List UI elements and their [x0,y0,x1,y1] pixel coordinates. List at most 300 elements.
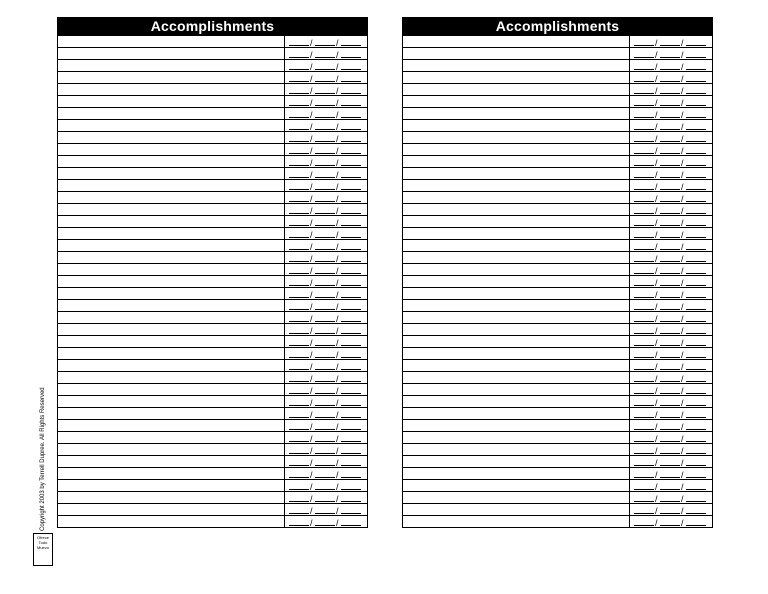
date-field[interactable] [630,276,712,287]
accomplishment-row [403,395,712,407]
date-field[interactable] [285,336,367,347]
date-blank [660,285,680,286]
accomplishment-row [403,179,712,191]
date-field[interactable] [630,360,712,371]
accomplishment-row [403,407,712,419]
date-field[interactable] [285,252,367,263]
accomplishment-line[interactable] [403,300,630,311]
date-field[interactable] [285,60,367,71]
date-separator: / [681,338,684,348]
accomplishment-line[interactable] [403,48,630,59]
date-separator: / [336,254,339,264]
date-field[interactable] [630,312,712,323]
accomplishment-row [403,119,712,131]
date-blank [315,513,335,514]
date-field[interactable] [630,456,712,467]
date-field[interactable] [630,324,712,335]
accomplishment-line[interactable] [403,192,630,203]
date-blank [686,489,706,490]
date-field[interactable] [285,444,367,455]
date-field[interactable] [630,336,712,347]
date-field[interactable] [285,264,367,275]
date-blank [341,57,361,58]
accomplishment-line[interactable] [58,216,285,227]
accomplishment-line[interactable] [403,276,630,287]
accomplishment-line[interactable] [403,480,630,491]
date-separator: / [336,374,339,384]
accomplishment-line[interactable] [403,324,630,335]
date-blank [289,201,309,202]
accomplishment-line[interactable] [403,240,630,251]
date-separator: / [655,86,658,96]
accomplishment-line[interactable] [58,444,285,455]
date-separator: / [681,98,684,108]
date-field[interactable] [630,96,712,107]
date-blank [660,381,680,382]
accomplishment-line[interactable] [58,240,285,251]
date-field[interactable] [630,168,712,179]
date-separator: / [655,494,658,504]
accomplishment-line[interactable] [58,264,285,275]
date-blank [634,261,654,262]
accomplishment-line[interactable] [58,324,285,335]
accomplishment-row [58,215,367,227]
date-blank [341,249,361,250]
accomplishment-row [403,431,712,443]
date-field[interactable] [285,72,367,83]
date-field[interactable] [630,60,712,71]
accomplishment-row [403,47,712,59]
accomplishment-line[interactable] [58,96,285,107]
date-field[interactable] [630,504,712,515]
date-separator: / [310,290,313,300]
accomplishment-line[interactable] [58,360,285,371]
accomplishment-line[interactable] [58,456,285,467]
accomplishment-line[interactable] [58,180,285,191]
accomplishment-line[interactable] [58,300,285,311]
accomplishment-row [58,227,367,239]
date-blank [341,153,361,154]
accomplishment-row [58,107,367,119]
date-separator: / [681,38,684,48]
date-blank [341,405,361,406]
date-separator: / [336,506,339,516]
accomplishment-row [58,443,367,455]
accomplishment-row [403,359,712,371]
accomplishment-line[interactable] [403,420,630,431]
date-field[interactable] [630,180,712,191]
accomplishment-line[interactable] [403,504,630,515]
date-blank [289,213,309,214]
date-field[interactable] [630,120,712,131]
date-separator: / [681,434,684,444]
accomplishment-line[interactable] [403,60,630,71]
date-blank [660,117,680,118]
date-blank [634,237,654,238]
date-field[interactable] [285,36,367,47]
date-blank [315,57,335,58]
date-blank [634,309,654,310]
accomplishment-line[interactable] [403,516,630,527]
accomplishment-row [58,83,367,95]
accomplishment-line[interactable] [58,288,285,299]
accomplishment-line[interactable] [403,456,630,467]
accomplishment-line[interactable] [403,360,630,371]
date-separator: / [336,74,339,84]
accomplishment-line[interactable] [58,108,285,119]
date-field[interactable] [285,468,367,479]
accomplishment-row [58,323,367,335]
date-separator: / [655,206,658,216]
date-field[interactable] [630,408,712,419]
date-separator: / [655,314,658,324]
accomplishment-line[interactable] [58,372,285,383]
date-field[interactable] [630,372,712,383]
date-blank [289,429,309,430]
date-field[interactable] [630,252,712,263]
accomplishment-line[interactable] [403,96,630,107]
accomplishment-line[interactable] [58,144,285,155]
date-field[interactable] [630,420,712,431]
date-separator: / [655,266,658,276]
date-separator: / [681,134,684,144]
accomplishment-row [403,275,712,287]
accomplishment-line[interactable] [403,72,630,83]
date-separator: / [655,410,658,420]
accomplishment-line[interactable] [403,312,630,323]
date-blank [315,69,335,70]
accomplishment-line[interactable] [403,156,630,167]
date-blank [341,69,361,70]
date-blank [686,177,706,178]
date-separator: / [655,122,658,132]
accomplishment-line[interactable] [403,444,630,455]
accomplishment-line[interactable] [58,228,285,239]
accomplishment-line[interactable] [58,156,285,167]
date-separator: / [310,518,313,528]
date-separator: / [310,158,313,168]
date-field[interactable] [285,516,367,527]
date-separator: / [310,458,313,468]
accomplishment-line[interactable] [403,372,630,383]
accomplishment-line[interactable] [58,72,285,83]
date-separator: / [336,302,339,312]
date-blank [686,237,706,238]
accomplishment-line[interactable] [403,36,630,47]
date-field[interactable] [630,348,712,359]
date-field[interactable] [630,156,712,167]
sheet-title: Accomplishments [403,18,712,35]
date-field[interactable] [630,228,712,239]
accomplishment-line[interactable] [403,252,630,263]
accomplishment-line[interactable] [58,132,285,143]
date-field[interactable] [285,324,367,335]
date-separator: / [336,122,339,132]
date-field[interactable] [285,408,367,419]
accomplishment-line[interactable] [58,504,285,515]
accomplishment-row [403,491,712,503]
date-field[interactable] [630,468,712,479]
date-blank [660,105,680,106]
accomplishment-line[interactable] [58,252,285,263]
date-blank [686,465,706,466]
date-blank [686,45,706,46]
date-blank [341,93,361,94]
date-separator: / [310,98,313,108]
date-field[interactable] [285,456,367,467]
date-field[interactable] [630,288,712,299]
accomplishment-line[interactable] [58,204,285,215]
date-field[interactable] [285,420,367,431]
accomplishment-row [403,143,712,155]
date-field[interactable] [630,264,712,275]
date-field[interactable] [630,432,712,443]
date-field[interactable] [630,492,712,503]
date-separator: / [310,506,313,516]
accomplishment-row [403,167,712,179]
accomplishment-line[interactable] [58,432,285,443]
date-blank [315,273,335,274]
date-field[interactable] [285,216,367,227]
date-field[interactable] [285,432,367,443]
date-blank [686,453,706,454]
date-separator: / [310,122,313,132]
accomplishment-line[interactable] [403,180,630,191]
date-field[interactable] [630,48,712,59]
accomplishment-line[interactable] [403,168,630,179]
accomplishment-row [403,467,712,479]
accomplishment-line[interactable] [58,480,285,491]
date-separator: / [310,362,313,372]
accomplishment-row [403,347,712,359]
date-field[interactable] [630,300,712,311]
accomplishment-line[interactable] [58,276,285,287]
date-field[interactable] [285,300,367,311]
date-separator: / [655,398,658,408]
date-field[interactable] [285,492,367,503]
date-field[interactable] [630,36,712,47]
accomplishment-line[interactable] [58,516,285,527]
date-separator: / [655,110,658,120]
accomplishment-line[interactable] [403,336,630,347]
date-field[interactable] [285,504,367,515]
date-field[interactable] [285,168,367,179]
date-field[interactable] [630,384,712,395]
date-field[interactable] [285,276,367,287]
date-field[interactable] [630,516,712,527]
accomplishment-row [403,311,712,323]
date-field[interactable] [285,312,367,323]
date-blank [341,105,361,106]
date-field[interactable] [285,240,367,251]
date-field[interactable] [630,144,712,155]
date-separator: / [655,146,658,156]
date-field[interactable] [285,348,367,359]
date-separator: / [655,158,658,168]
accomplishment-line[interactable] [403,432,630,443]
date-separator: / [681,62,684,72]
date-field[interactable] [630,444,712,455]
accomplishment-line[interactable] [58,60,285,71]
logo-text: Ofrece Todo Muevo [36,535,49,550]
accomplishment-row [58,335,367,347]
date-blank [686,141,706,142]
accomplishment-line[interactable] [58,36,285,47]
accomplishment-line[interactable] [403,264,630,275]
date-blank [660,333,680,334]
date-separator: / [336,494,339,504]
accomplishment-row [58,287,367,299]
accomplishment-line[interactable] [58,312,285,323]
date-separator: / [310,398,313,408]
date-blank [289,237,309,238]
date-blank [315,117,335,118]
date-blank [289,177,309,178]
date-separator: / [681,410,684,420]
date-separator: / [655,278,658,288]
date-blank [634,393,654,394]
accomplishment-line[interactable] [58,492,285,503]
date-field[interactable] [630,216,712,227]
accomplishment-line[interactable] [403,384,630,395]
accomplishment-line[interactable] [58,84,285,95]
date-field[interactable] [285,204,367,215]
accomplishment-line[interactable] [403,408,630,419]
date-blank [341,237,361,238]
date-field[interactable] [630,240,712,251]
date-field[interactable] [630,108,712,119]
date-blank [315,153,335,154]
date-separator: / [336,242,339,252]
date-blank [289,477,309,478]
date-separator: / [310,74,313,84]
date-blank [686,369,706,370]
date-blank [634,165,654,166]
accomplishment-line[interactable] [403,84,630,95]
date-blank [660,141,680,142]
date-blank [341,225,361,226]
date-blank [660,249,680,250]
date-separator: / [681,254,684,264]
accomplishment-line[interactable] [403,132,630,143]
accomplishment-line[interactable] [58,468,285,479]
date-blank [341,369,361,370]
date-blank [315,213,335,214]
accomplishment-line[interactable] [403,204,630,215]
accomplishment-line[interactable] [403,216,630,227]
accomplishment-line[interactable] [403,492,630,503]
date-separator: / [681,314,684,324]
date-field[interactable] [285,396,367,407]
date-field[interactable] [630,480,712,491]
date-blank [634,69,654,70]
accomplishment-line[interactable] [58,336,285,347]
date-field[interactable] [285,156,367,167]
date-field[interactable] [630,396,712,407]
accomplishment-line[interactable] [58,348,285,359]
accomplishment-line[interactable] [403,228,630,239]
date-blank [341,273,361,274]
accomplishment-line[interactable] [403,396,630,407]
date-field[interactable] [285,288,367,299]
date-field[interactable] [285,108,367,119]
date-separator: / [681,362,684,372]
date-field[interactable] [285,180,367,191]
accomplishment-line[interactable] [58,408,285,419]
date-field[interactable] [285,84,367,95]
accomplishment-line[interactable] [403,348,630,359]
date-blank [315,177,335,178]
accomplishment-line[interactable] [403,468,630,479]
date-field[interactable] [285,384,367,395]
accomplishment-line[interactable] [403,144,630,155]
date-field[interactable] [285,228,367,239]
date-field[interactable] [285,48,367,59]
date-blank [660,429,680,430]
accomplishment-line[interactable] [58,192,285,203]
date-blank [315,165,335,166]
accomplishment-line[interactable] [58,396,285,407]
accomplishment-row [58,467,367,479]
date-field[interactable] [630,84,712,95]
accomplishment-line[interactable] [58,384,285,395]
date-blank [289,417,309,418]
accomplishment-row [403,191,712,203]
date-separator: / [336,194,339,204]
accomplishment-row [58,455,367,467]
accomplishment-line[interactable] [58,168,285,179]
accomplishment-row [403,503,712,515]
accomplishment-line[interactable] [403,108,630,119]
date-separator: / [655,218,658,228]
accomplishment-line[interactable] [403,288,630,299]
date-field[interactable] [630,72,712,83]
date-blank [341,141,361,142]
date-blank [289,489,309,490]
date-field[interactable] [285,120,367,131]
date-separator: / [336,110,339,120]
date-blank [634,141,654,142]
date-field[interactable] [285,480,367,491]
accomplishment-row [403,299,712,311]
date-field[interactable] [285,132,367,143]
date-field[interactable] [285,360,367,371]
date-field[interactable] [285,96,367,107]
date-blank [686,309,706,310]
date-field[interactable] [630,192,712,203]
date-blank [315,345,335,346]
date-blank [289,273,309,274]
date-blank [315,309,335,310]
date-blank [341,477,361,478]
date-field[interactable] [630,204,712,215]
date-field[interactable] [285,144,367,155]
accomplishment-line[interactable] [58,420,285,431]
date-field[interactable] [630,132,712,143]
date-separator: / [681,158,684,168]
date-separator: / [681,398,684,408]
date-blank [315,93,335,94]
date-separator: / [655,254,658,264]
date-blank [660,501,680,502]
date-separator: / [681,50,684,60]
accomplishment-line[interactable] [58,120,285,131]
accomplishment-line[interactable] [403,120,630,131]
accomplishment-line[interactable] [58,48,285,59]
date-field[interactable] [285,192,367,203]
date-field[interactable] [285,372,367,383]
date-blank [686,333,706,334]
